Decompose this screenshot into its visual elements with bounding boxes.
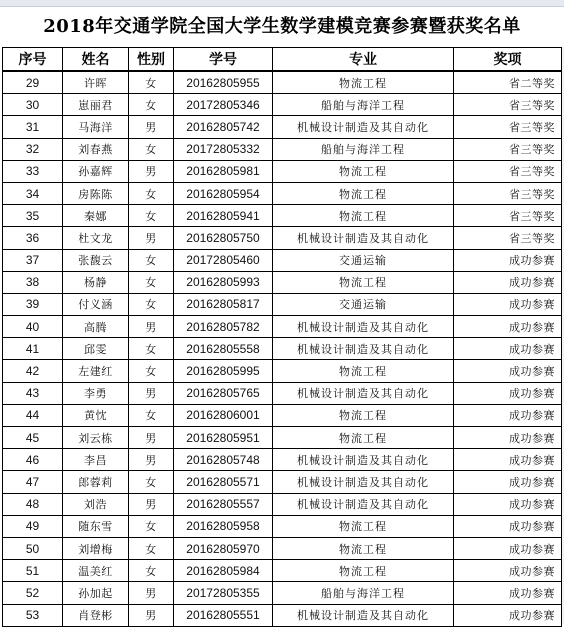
cell-student-id: 20162805995 xyxy=(174,360,273,382)
cell-name: 肖登彬 xyxy=(63,604,129,626)
cell-major: 机械设计制造及其自动化 xyxy=(273,449,454,471)
cell-award: 成功参赛 xyxy=(454,249,562,271)
table-row xyxy=(3,160,562,182)
cell-award: 成功参赛 xyxy=(454,360,562,382)
cell-sex: 男 xyxy=(129,427,174,449)
column-header-name: 姓名 xyxy=(63,48,129,72)
cell-student-id: 20172805346 xyxy=(174,94,273,116)
cell-award: 省三等奖 xyxy=(454,227,562,249)
table-row xyxy=(3,471,562,493)
cell-award: 成功参赛 xyxy=(454,604,562,626)
cell-major: 物流工程 xyxy=(273,515,454,537)
cell-major: 物流工程 xyxy=(273,205,454,227)
cell-major: 物流工程 xyxy=(273,560,454,582)
cell-student-id: 20162806001 xyxy=(174,404,273,426)
cell-major: 物流工程 xyxy=(273,271,454,293)
cell-award: 成功参赛 xyxy=(454,471,562,493)
cell-seq: 52 xyxy=(3,582,63,604)
cell-sex: 男 xyxy=(129,604,174,626)
cell-student-id: 20162805742 xyxy=(174,116,273,138)
cell-sex: 女 xyxy=(129,560,174,582)
cell-major: 机械设计制造及其自动化 xyxy=(273,604,454,626)
table-row xyxy=(3,382,562,404)
cell-sex: 女 xyxy=(129,293,174,315)
cell-student-id: 20162805954 xyxy=(174,182,273,204)
cell-sex: 男 xyxy=(129,116,174,138)
cell-name: 刘增梅 xyxy=(63,537,129,559)
cell-seq: 48 xyxy=(3,493,63,515)
cell-name: 郎蓉莉 xyxy=(63,471,129,493)
cell-award: 成功参赛 xyxy=(454,271,562,293)
cell-name: 邱雯 xyxy=(63,338,129,360)
cell-major: 船舶与海洋工程 xyxy=(273,582,454,604)
table-row xyxy=(3,404,562,426)
cell-name: 高腾 xyxy=(63,316,129,338)
spreadsheet-column-strip xyxy=(0,0,564,7)
cell-seq: 44 xyxy=(3,404,63,426)
column-header-id: 学号 xyxy=(174,48,273,72)
cell-major: 物流工程 xyxy=(273,360,454,382)
cell-student-id: 20162805551 xyxy=(174,604,273,626)
cell-seq: 38 xyxy=(3,271,63,293)
cell-seq: 32 xyxy=(3,138,63,160)
cell-seq: 34 xyxy=(3,182,63,204)
cell-name: 温美红 xyxy=(63,560,129,582)
page-title: 2018年交通学院全国大学生数学建模竞赛参赛暨获奖名单 xyxy=(43,16,521,37)
cell-student-id: 20162805941 xyxy=(174,205,273,227)
cell-major: 物流工程 xyxy=(273,160,454,182)
cell-name: 张馥云 xyxy=(63,249,129,271)
cell-student-id: 20162805748 xyxy=(174,449,273,471)
cell-award: 省三等奖 xyxy=(454,182,562,204)
cell-student-id: 20162805984 xyxy=(174,560,273,582)
cell-student-id: 20162805571 xyxy=(174,471,273,493)
cell-award: 成功参赛 xyxy=(454,560,562,582)
table-row xyxy=(3,560,562,582)
cell-name: 马海洋 xyxy=(63,116,129,138)
cell-seq: 53 xyxy=(3,604,63,626)
cell-student-id: 20162805993 xyxy=(174,271,273,293)
cell-award: 成功参赛 xyxy=(454,338,562,360)
cell-seq: 49 xyxy=(3,515,63,537)
cell-student-id: 20162805955 xyxy=(174,71,273,94)
cell-seq: 29 xyxy=(3,71,63,94)
cell-sex: 男 xyxy=(129,227,174,249)
cell-award: 成功参赛 xyxy=(454,316,562,338)
cell-sex: 女 xyxy=(129,249,174,271)
cell-major: 交通运输 xyxy=(273,249,454,271)
cell-major: 机械设计制造及其自动化 xyxy=(273,471,454,493)
cell-name: 李勇 xyxy=(63,382,129,404)
cell-award: 成功参赛 xyxy=(454,582,562,604)
table-body xyxy=(3,71,562,626)
cell-seq: 50 xyxy=(3,537,63,559)
cell-major: 机械设计制造及其自动化 xyxy=(273,493,454,515)
cell-student-id: 20162805951 xyxy=(174,427,273,449)
cell-award: 省三等奖 xyxy=(454,94,562,116)
cell-major: 物流工程 xyxy=(273,182,454,204)
cell-student-id: 20162805782 xyxy=(174,316,273,338)
award-roster-table xyxy=(2,47,562,627)
cell-seq: 41 xyxy=(3,338,63,360)
cell-name: 李昌 xyxy=(63,449,129,471)
cell-award: 成功参赛 xyxy=(454,382,562,404)
cell-sex: 男 xyxy=(129,493,174,515)
cell-name: 秦娜 xyxy=(63,205,129,227)
cell-seq: 40 xyxy=(3,316,63,338)
table-row xyxy=(3,537,562,559)
cell-student-id: 20172805332 xyxy=(174,138,273,160)
cell-seq: 33 xyxy=(3,160,63,182)
cell-name: 黄忱 xyxy=(63,404,129,426)
cell-student-id: 20162805750 xyxy=(174,227,273,249)
cell-name: 刘云栋 xyxy=(63,427,129,449)
cell-award: 省三等奖 xyxy=(454,138,562,160)
cell-name: 孙加起 xyxy=(63,582,129,604)
cell-student-id: 20162805765 xyxy=(174,382,273,404)
cell-major: 机械设计制造及其自动化 xyxy=(273,227,454,249)
cell-seq: 36 xyxy=(3,227,63,249)
cell-sex: 女 xyxy=(129,471,174,493)
cell-award: 成功参赛 xyxy=(454,293,562,315)
cell-name: 左建红 xyxy=(63,360,129,382)
cell-major: 机械设计制造及其自动化 xyxy=(273,316,454,338)
cell-name: 杨静 xyxy=(63,271,129,293)
table-row xyxy=(3,449,562,471)
table-row xyxy=(3,71,562,94)
cell-major: 物流工程 xyxy=(273,404,454,426)
column-header-seq: 序号 xyxy=(3,48,63,72)
table-row xyxy=(3,493,562,515)
cell-seq: 45 xyxy=(3,427,63,449)
cell-student-id: 20162805970 xyxy=(174,537,273,559)
cell-name: 孙嘉辉 xyxy=(63,160,129,182)
cell-sex: 男 xyxy=(129,316,174,338)
cell-major: 物流工程 xyxy=(273,71,454,94)
table-row xyxy=(3,427,562,449)
table-row xyxy=(3,604,562,626)
cell-seq: 37 xyxy=(3,249,63,271)
table-row xyxy=(3,116,562,138)
cell-name: 刘浩 xyxy=(63,493,129,515)
cell-name: 房陈陈 xyxy=(63,182,129,204)
cell-sex: 女 xyxy=(129,182,174,204)
cell-major: 船舶与海洋工程 xyxy=(273,94,454,116)
cell-student-id: 20172805355 xyxy=(174,582,273,604)
cell-award: 成功参赛 xyxy=(454,404,562,426)
table-row xyxy=(3,227,562,249)
cell-student-id: 20162805557 xyxy=(174,493,273,515)
cell-sex: 男 xyxy=(129,449,174,471)
table-row xyxy=(3,94,562,116)
cell-sex: 女 xyxy=(129,94,174,116)
table-header-row xyxy=(3,48,562,72)
cell-award: 省三等奖 xyxy=(454,205,562,227)
cell-major: 机械设计制造及其自动化 xyxy=(273,116,454,138)
cell-seq: 43 xyxy=(3,382,63,404)
table-row xyxy=(3,182,562,204)
cell-name: 付义涵 xyxy=(63,293,129,315)
cell-sex: 男 xyxy=(129,160,174,182)
cell-award: 成功参赛 xyxy=(454,449,562,471)
cell-seq: 31 xyxy=(3,116,63,138)
cell-name: 刘春燕 xyxy=(63,138,129,160)
table-row xyxy=(3,205,562,227)
cell-seq: 35 xyxy=(3,205,63,227)
cell-name: 杜文龙 xyxy=(63,227,129,249)
cell-sex: 女 xyxy=(129,537,174,559)
cell-sex: 男 xyxy=(129,582,174,604)
column-header-major: 专业 xyxy=(273,48,454,72)
table-row xyxy=(3,582,562,604)
column-header-award: 奖项 xyxy=(454,48,562,72)
cell-seq: 46 xyxy=(3,449,63,471)
cell-major: 物流工程 xyxy=(273,537,454,559)
cell-seq: 42 xyxy=(3,360,63,382)
column-header-sex: 性别 xyxy=(129,48,174,72)
cell-sex: 女 xyxy=(129,205,174,227)
cell-seq: 47 xyxy=(3,471,63,493)
cell-award: 成功参赛 xyxy=(454,515,562,537)
table-row xyxy=(3,338,562,360)
cell-sex: 女 xyxy=(129,360,174,382)
cell-award: 省三等奖 xyxy=(454,116,562,138)
cell-award: 成功参赛 xyxy=(454,427,562,449)
cell-name: 许晖 xyxy=(63,71,129,94)
cell-sex: 女 xyxy=(129,515,174,537)
cell-seq: 30 xyxy=(3,94,63,116)
cell-award: 省二等奖 xyxy=(454,71,562,94)
table-row xyxy=(3,360,562,382)
cell-student-id: 20172805460 xyxy=(174,249,273,271)
cell-sex: 女 xyxy=(129,71,174,94)
cell-major: 机械设计制造及其自动化 xyxy=(273,338,454,360)
table-row xyxy=(3,316,562,338)
cell-student-id: 20162805558 xyxy=(174,338,273,360)
cell-award: 省三等奖 xyxy=(454,160,562,182)
cell-name: 崽丽君 xyxy=(63,94,129,116)
table-row xyxy=(3,138,562,160)
cell-sex: 女 xyxy=(129,271,174,293)
cell-sex: 女 xyxy=(129,338,174,360)
table-row xyxy=(3,249,562,271)
cell-seq: 39 xyxy=(3,293,63,315)
cell-sex: 女 xyxy=(129,138,174,160)
cell-sex: 男 xyxy=(129,382,174,404)
table-row xyxy=(3,293,562,315)
cell-student-id: 20162805958 xyxy=(174,515,273,537)
cell-sex: 女 xyxy=(129,404,174,426)
cell-major: 交通运输 xyxy=(273,293,454,315)
cell-seq: 51 xyxy=(3,560,63,582)
cell-student-id: 20162805817 xyxy=(174,293,273,315)
cell-award: 成功参赛 xyxy=(454,537,562,559)
cell-name: 随东雪 xyxy=(63,515,129,537)
cell-student-id: 20162805981 xyxy=(174,160,273,182)
cell-major: 船舶与海洋工程 xyxy=(273,138,454,160)
cell-major: 物流工程 xyxy=(273,427,454,449)
table-row xyxy=(3,271,562,293)
table-row xyxy=(3,515,562,537)
cell-major: 机械设计制造及其自动化 xyxy=(273,382,454,404)
cell-award: 成功参赛 xyxy=(454,493,562,515)
